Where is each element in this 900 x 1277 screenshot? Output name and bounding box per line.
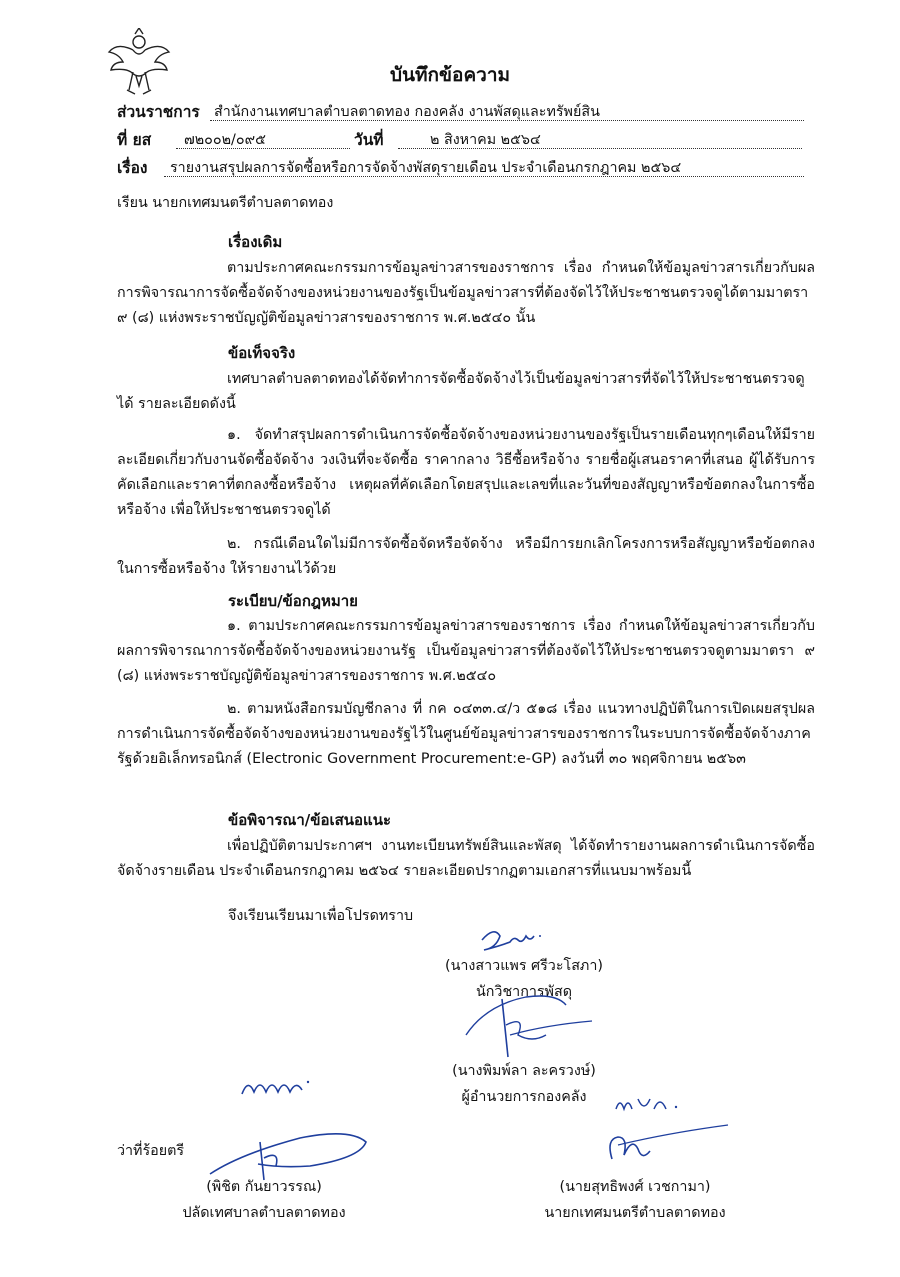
recommend-text: เพื่อปฏิบัติตามประกาศฯ งานทะเบียนทรัพย์สินและพัสดุ ได้จัดทำรายงานผลการดำเนินการจัดซื้อจัดจ้างรายเดือน ประจำเดือนกรกฎาคม ๒๕๖๔ รายละเอียดปรากฏตามเอกสารที่แนบมาพร้อมนี้	[117, 838, 815, 879]
background-text: ตามประกาศคณะกรรมการข้อมูลข่าวสารของราชการ เรื่อง กำหนดให้ข้อมูลข่าวสารเกี่ยวกับผลการพิจารณาการจัดซื้อจัดจ้างของหน่วยงานของรัฐเป็นข้อมูลข่าวสารที่ต้องจัดไว้ให้ประชาชนตรวจดูได้ตามมาตรา ๙ (๘) แห่งพระราชบัญญัติข้อมูลข่าวสารของราชการ พ.ศ.๒๕๔๐ นั้น	[117, 260, 815, 326]
director-signature-block	[404, 1058, 644, 1110]
facts-1-paragraph	[117, 423, 815, 523]
background-heading: เรื่องเดิม	[228, 233, 283, 251]
date-label: วันที่	[354, 131, 384, 149]
ref-label: ที่ ยส	[117, 131, 152, 149]
officer-signature	[470, 918, 560, 958]
background-paragraph	[117, 256, 815, 331]
clerk-initials	[238, 1064, 318, 1104]
mayor-signature	[598, 1115, 738, 1175]
director-signature	[446, 985, 596, 1065]
recommend-paragraph	[117, 834, 815, 884]
mayor-name: (นายสุทธิพงศ์ เวชกามา)	[559, 1179, 711, 1195]
director-name: (นางพิมพ์ลา ละครวงษ์)	[452, 1063, 596, 1079]
ref-underline	[176, 148, 350, 149]
ref-value: ๗๒๐๐๒/๐๙๕	[184, 132, 266, 148]
officer-position: นักวิชาการพัสดุ	[476, 984, 572, 1000]
clerk-name: (พิชิต กันยาวรรณ)	[206, 1179, 322, 1195]
memo-title: บันทึกข้อความ	[389, 64, 511, 86]
agency-value: สำนักงานเทศบาลตำบลตาดทอง กองคลัง งานพัสดุและทรัพย์สิน	[214, 104, 600, 120]
law-2-paragraph	[117, 697, 815, 772]
subject-underline	[164, 176, 804, 177]
law-heading: ระเบียบ/ข้อกฎหมาย	[228, 592, 358, 610]
facts-intro-text: เทศบาลตำบลตาดทองได้จัดทำการจัดซื้อจัดจ้างไว้เป็นข้อมูลข่าวสารที่จัดไว้ให้ประชาชนตรวจดูได้ รายละเอียดดังนี้	[117, 371, 805, 412]
facts-1-text: ๑. จัดทำสรุปผลการดำเนินการจัดซื้อจัดจ้างของหน่วยงานของรัฐเป็นรายเดือนทุกๆเดือนให้มีรายละเอียดเกี่ยวกับงานจัดซื้อจัดจ้าง วงเงินที่จะจัดซื้อ ราคากลาง วิธีซื้อหรือจ้าง รายชื่อผู้เสนอราคาที่เสนอ ผู้ได้รับการคัดเลือกและราคาที่ตกลงซื้อหรือจ้าง เหตุผลที่คัดเลือกโดยสรุปและเลขที่และวันที่ของสัญญาหรือข้อตกลงในการซื้อหรือจ้าง เพื่อให้ประชาชนตรวจดูได้	[117, 427, 815, 518]
salutation: เรียน นายกเทศมนตรีตำบลตาดทอง	[117, 195, 334, 211]
law-2-text: ๒. ตามหนังสือกรมบัญชีกลาง ที่ กค ๐๔๓๓.๔/ว ๕๑๘ เรื่อง แนวทางปฏิบัติในการเปิดเผยสรุปผลการดำเนินการจัดซื้อจัดจ้างของหน่วยงานของรัฐไว้ในศูนย์ข้อมูลข่าวสารของราชการในระบบการจัดซื้อจัดจ้างภาครัฐด้วยอิเล็กทรอนิกส์ (Electronic Government Procurement:e-GP) ลงวันที่ ๓๐ พฤศจิกายน ๒๕๖๓	[117, 701, 815, 767]
recommend-heading: ข้อพิจารณา/ข้อเสนอแนะ	[228, 811, 392, 829]
law-1-text: ๑. ตามประกาศคณะกรรมการข้อมูลข่าวสารของราชการ เรื่อง กำหนดให้ข้อมูลข่าวสารเกี่ยวกับผลการพิจารณาการจัดซื้อจัดจ้างของหน่วยงานรัฐ เป็นข้อมูลข่าวสารที่ต้องจัดไว้ให้ประชาชนตรวจดูตามมาตรา ๙ (๘) แห่งพระราชบัญญัติข้อมูลข่าวสารของราชการ พ.ศ.๒๕๔๐	[117, 618, 815, 684]
closing-text: จึงเรียนเรียนมาเพื่อโปรดทราบ	[228, 908, 414, 924]
facts-2-paragraph	[117, 532, 815, 582]
agency-label: ส่วนราชการ	[117, 103, 200, 121]
officer-name: (นางสาวแพร ศรีวะโสภา)	[445, 958, 603, 974]
clerk-position: ปลัดเทศบาลตำบลตาดทอง	[182, 1205, 346, 1221]
mayor-signature-block	[505, 1174, 765, 1226]
director-position: ผู้อำนวยการกองคลัง	[461, 1089, 587, 1105]
date-value: ๒ สิงหาคม ๒๕๖๔	[430, 132, 541, 148]
subject-value: รายงานสรุปผลการจัดซื้อหรือการจัดจ้างพัสดุรายเดือน ประจำเดือนกรกฎาคม ๒๕๖๔	[170, 160, 682, 176]
acting-rank-label: ว่าที่ร้อยตรี	[117, 1143, 185, 1159]
facts-intro-paragraph	[117, 367, 815, 417]
facts-heading: ข้อเท็จจริง	[228, 344, 296, 362]
date-underline	[398, 148, 802, 149]
mayor-position: นายกเทศมนตรีตำบลตาดทอง	[544, 1205, 726, 1221]
law-1-paragraph	[117, 614, 815, 689]
clerk-signature-block	[144, 1174, 384, 1226]
facts-2-text: ๒. กรณีเดือนใดไม่มีการจัดซื้อจัดหรือจัดจ้าง หรือมีการยกเลิกโครงการหรือสัญญาหรือข้อตกลงในการซื้อหรือจ้าง ให้รายงานไว้ด้วย	[117, 536, 815, 577]
subject-label: เรื่อง	[117, 159, 148, 177]
agency-underline	[210, 120, 804, 121]
